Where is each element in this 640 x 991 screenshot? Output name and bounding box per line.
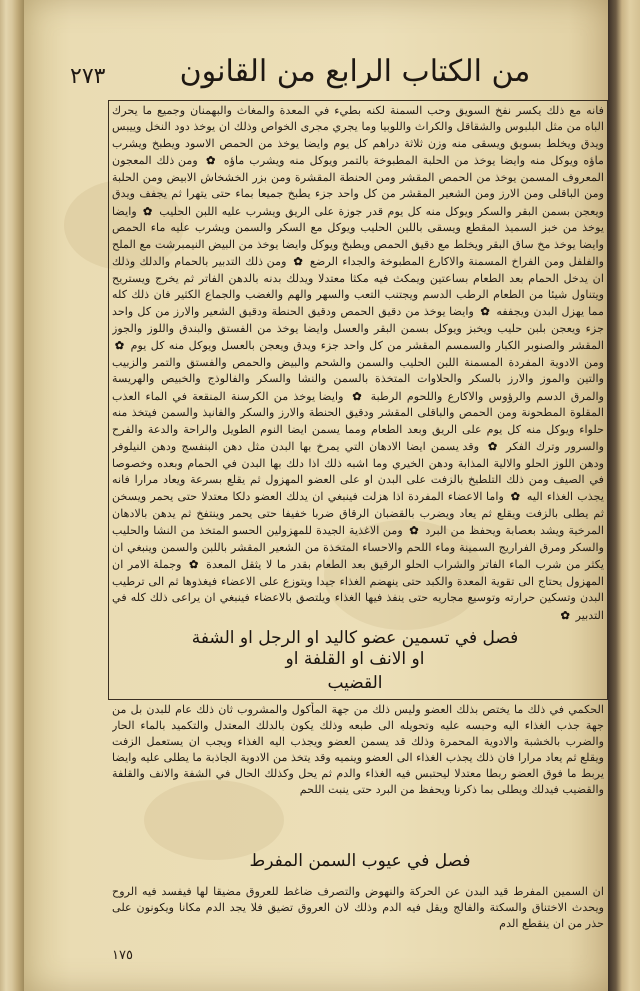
page-title: من الكتاب الرابع من القانون: [179, 54, 531, 89]
separator-mark: ✿: [114, 338, 125, 353]
paragraph-segment: وقد يسمن ايضا الادهان التي يمرخ بها البدن مثل دهن البنفسج ودهن النيلوفر ودهن اللوز الحلو والالية المذابة ودهن الخيري وما اشبه ذلك اذا دلك بها البدن في الحمام وبعده وخصوصا في الصيف ومن ذلك التلطيخ بالزفت على البدن او على العضو المهزول ثم يقلع بسرعة ويعاد مرارا فانه يجذب الغذاء اليه: [112, 440, 604, 504]
separator-mark: ✿: [408, 523, 420, 538]
folio-number: ٢٧٣: [70, 64, 106, 89]
separator-mark: ✿: [560, 607, 571, 622]
section-heading-line-1: فصل في تسمين عضو كاليد او الرجل او الشفة: [191, 628, 519, 648]
main-paragraph: [112, 103, 604, 624]
separator-mark: ✿: [188, 557, 200, 572]
separator-mark: ✿: [486, 439, 500, 454]
separator-mark: ✿: [350, 388, 364, 403]
paragraph-segment: ومن الاغذية الجيدة للمهزولين الحسو المتخذ من النشا والحليب والسكر ومرق الفراريج السمينة وماء اللحم والاحساء المتخذة من الشعير المقشر باللبن والسمن وينبغي ان يكثر من شرب الماء الفاتر والشراب الحلو الرقيق بعد الطعام بقدر ما لا يثقل المعدة: [112, 524, 604, 572]
paragraph-segment: وايضا يوخذ من دقيق الحمص ودقيق الحنطة ودقيق الشعير والارز من كل واحد جزء ويعجن بلبن حليب ويخبز ويوكل بسمن البقر والعسل وايضا يوخذ من الفستق والبندق واللوز والجوز المقشر والصنوبر الكبار والسمسم المقشر من كل واحد جزء ويدق ويعجن بالعسل ويوكل منه كل يوم: [112, 305, 604, 353]
paragraph-segment: ومن ذلك المعجون المعروف المسمن يوخذ من الحمص المقشر ومن الحنطة المقشرة ومن بزر الخشخاش الابيض ومن الحلبة ومن الباقلى ومن الارز ومن الشعير المقشر من كل واحد جزء يطبخ جميعا بماء حتى يتهرا ثم يجفف ويدق ويعجن بسمن البقر والسكر ويوكل منه كل يوم قدر جوزة على الريق ويشرب عليه اللبن الحليب: [112, 154, 604, 218]
section-body: الحكمي في ذلك ما يختص بذلك العضو وليس ذلك من جهة المأكول والمشروب ثان ذلك عام للبدن بل من جهة جذب الغذاء اليه وحبسه عليه وتحويله الى طبعه وذلك يكون بالدلك المعتدل والتكميد بالماء الحار والضرب بالخشبة والادوية المحمرة وذلك قد يسمن العضو ويجذب اليه الغذاء ويجب ان يستعمل الزفت ويقلع ثم يعاد مرارا فان ذلك يجذب الغذاء الى العضو وينميه وقد يتخذ من الادوية الجاذبة ما يطلى عليه وايضا يربط ما فوق العضو ربطا معتدلا ليحتبس فيه الغذاء والدم ثم يحل وكذلك الحال في الشفة والانف والقلفة والقضيب فيدلك ويطلى بما ذكرنا ويحفظ من البرد حتى ينبت اللحم: [112, 703, 604, 796]
section-2-body: ان السمين المفرط قيد البدن عن الحركة والنهوض والتصرف ضاغط للعروق مضيقا لها فيفسد فيه الروح ويحدث الاختناق والسكتة والفالج ويقل فيه الدم وذلك لان العروق تضيق فلا يجد الدم مكانا ويكونون على حذر من ان ينقطع الدم: [112, 885, 604, 930]
section-heading-line-3: القضيب: [327, 673, 383, 693]
paragraph-segment: فانه مع ذلك يكسر نفخ السويق وحب السمنة لكنه بطيء في المعدة والمغاث والبهمنان وجميع ما يحرك الباه من مثل البلبوس والشقاقل والكراث واللوبيا وما يجري مجرى الخواص وذلك ان يوخذ دود النخل وييبس ويدق ويخلط بسويق ويسقى منه وزن ثلاثة دراهم كل يوم وايضا يوخذ من الحمص الاسود ويطبخ ويشرب ماؤه ويوكل منه وايضا يوخذ من الحلبة المطبوخة بالتمر ويوكل منه ويشرب ماؤه: [112, 104, 604, 168]
separator-mark: ✿: [510, 489, 521, 504]
paragraph-segment: ومن الادوية المفردة المسمنة اللبن الحليب والسمن والشحم والبيض والحمص والفستق والتمر والزبيب والتين والموز والارز بالسكر والحلاوات المتخذة بالسمن والنشا والسكر والفالوذج والخبيص والهريسة والمرق الدسم والرؤوس والاكارع واللحوم الرطبة: [112, 355, 604, 403]
paragraph-segment: وجملة الامر ان المهزول يحتاج الى تقوية المعدة والكبد حتى ينهضم الغذاء جيدا ويتوزع على الاعضاء فيغذوها ثم الى ترطيب البدن وتسكين حرارته وتوسيع مجاريه حتى ينفذ فيها الغذاء ويلتصق بالاعضاء فينبغي ان يراعى ذلك كله في التدبير: [112, 558, 604, 622]
catchword: ١٧٥: [112, 948, 133, 963]
separator-mark: ✿: [142, 203, 154, 218]
section-2-heading: فصل في عيوب السمن المفرط: [249, 851, 471, 871]
paragraph-segment: واما الاعضاء المفردة اذا هزلت فينبغي ان يدلك العضو دلكا معتدلا حتى يحمر ويسخن ثم يطلى بالزفت ويقلع ثم يعاد ويضرب بالقضبان الرقاق ضربا خفيفا حتى يحمر وينتفخ ثم يدهن بالادهان المرخية ويشد بعصابة ويحفظ من البرد: [112, 490, 604, 538]
paragraph-segment: وايضا يوخذ من خبز السميذ المقطع ويسقى باللبن الحليب ويوكل مع السكر والسمن ويشرب عليه ماء الحمص وايضا يوخذ مخ ساق البقر ويخلط مع دقيق الحمص ويطبخ ويوكل وايضا يوخذ من البيض النيمبرشت مع الملح والفلفل ومن الفراخ المسمنة والاكارع المطبوخة والجداء الرضع: [112, 204, 604, 269]
paragraph-segment: وايضا يوخذ من الكرسنة المنقعة في الماء العذب المقلوة المطحونة ومن الحمص والباقلى المقشر ودقيق الحنطة والارز والسكر والفانيذ والسمن فيتخذ منه حلواء ويوكل منه كل يوم على الريق وبعد الطعام ومما يسمن ايضا النوم الطويل والراحة والدعة والفرح والسرور وترك الفكر: [112, 389, 604, 454]
separator-mark: ✿: [292, 254, 304, 269]
section-heading-line-2: او الانف او القلفة او: [285, 649, 425, 669]
facing-page-text: [618, 70, 640, 950]
page-edge-left: [0, 0, 24, 991]
separator-mark: ✿: [204, 153, 217, 168]
main-text-block: [112, 103, 604, 697]
page-header: [70, 52, 590, 96]
separator-mark: ✿: [479, 304, 491, 319]
paragraph-segment: ومن ذلك التدبير بالحمام والدلك وذلك ان يدخل الحمام بعد الطعام بساعتين ويمكث فيه مكثا معتدلا ويدلك بدنه بالدهن الفاتر ثم يخرج ويستريح ويتناول شيئا من الطعام الرطب الدسم ويجتنب التعب والسهر والهم والغضب والجماع الكثير فان ذلك كله مما يهزل البدن ويجففه: [112, 255, 604, 319]
